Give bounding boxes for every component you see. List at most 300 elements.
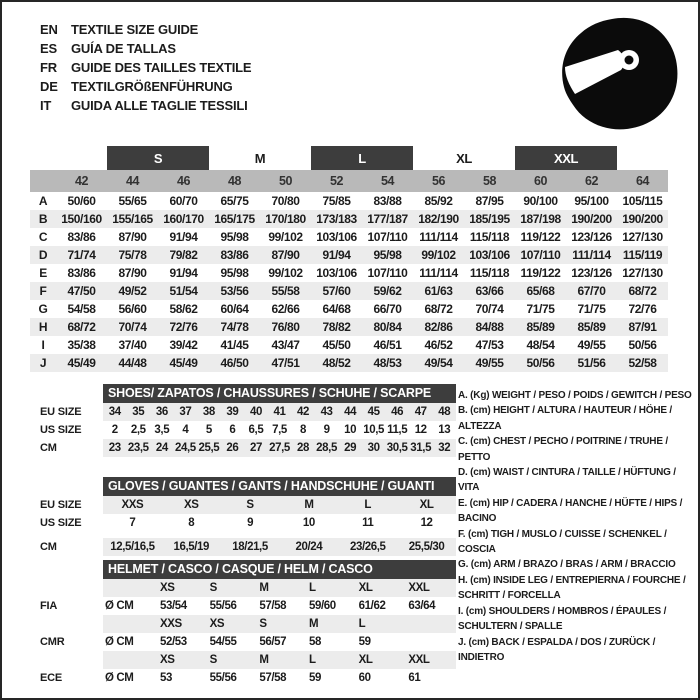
size-cell: 66/70 (373, 302, 402, 316)
helmet-cell: 61/62 (358, 600, 386, 612)
table-row-i (30, 336, 668, 354)
measure-letter: E (39, 266, 47, 280)
gloves-cell: 25,5/30 (408, 541, 445, 553)
size-cell: 37/40 (118, 338, 147, 352)
helmet-cell: 57/58 (259, 672, 287, 684)
size-cell: 75/85 (322, 194, 351, 208)
size-cell: 50/60 (67, 194, 96, 208)
shoes-cell: 38 (202, 406, 215, 418)
language-label: GUIDE DES TAILLES TEXTILE (71, 60, 252, 75)
shoes-cell: 48 (438, 406, 451, 418)
size-cell: 103/106 (316, 266, 357, 280)
table-row-h (30, 318, 668, 336)
gloves-title: GLOVES / GUANTES / GANTS / HANDSCHUHE / GUANTI (103, 477, 456, 496)
gloves-cell: S (246, 499, 254, 511)
shoes-cell: 26 (226, 442, 239, 454)
language-label: GUIDA ALLE TAGLIE TESSILI (71, 98, 248, 113)
table-row-f (30, 282, 668, 300)
size-group-xxl: XXL (515, 146, 617, 170)
size-cell: 103/106 (469, 248, 510, 262)
size-cell: 107/110 (367, 230, 408, 244)
shoes-size-table (40, 384, 456, 457)
shoes-cell: 3,5 (154, 424, 170, 436)
helmet-cells (103, 579, 456, 597)
helmet-cell: L (309, 582, 316, 594)
size-cell: 72/76 (628, 302, 657, 316)
size-cell: 185/195 (469, 212, 510, 226)
size-group-header-row (30, 146, 668, 170)
gloves-row-label: EU SIZE (40, 499, 82, 511)
size-cell: 46/51 (373, 338, 402, 352)
legend-item: F. (cm) TIGH / MUSLO / CUISSE / SCHENKEL / COSCIA (458, 528, 667, 556)
shoes-cell: 27,5 (269, 442, 290, 454)
legend-item: A. (Kg) WEIGHT / PESO / POIDS / GEWITCH / PESO (458, 390, 692, 401)
helmet-row-cmr (40, 633, 456, 651)
size-cell: 50/56 (526, 356, 555, 370)
size-cell: 85/92 (424, 194, 453, 208)
helmet-standard-label: ECE (40, 672, 63, 684)
footwear-accessory-tables (40, 384, 456, 687)
helmet-cell: XS (160, 582, 175, 594)
size-cell: 56/60 (118, 302, 147, 316)
shoes-row-label: CM (40, 442, 57, 454)
table-row-a (30, 192, 668, 210)
size-cell: 150/160 (61, 212, 102, 226)
size-cell: 68/72 (424, 302, 453, 316)
gloves-cell: 18/21,5 (232, 541, 268, 553)
helmet-cell: L (358, 618, 366, 630)
size-cell: 90/100 (523, 194, 558, 208)
shoes-cell: 34 (108, 406, 121, 418)
table-row-g (30, 300, 668, 318)
size-cell: 83/88 (373, 194, 402, 208)
shoes-row (40, 403, 456, 421)
helmet-cells (103, 651, 456, 669)
size-cell: 48/54 (526, 338, 555, 352)
language-row-es (40, 39, 251, 58)
size-cell: 60/64 (220, 302, 249, 316)
helmet-unit-cell: Ø CM (105, 672, 134, 684)
helmet-cell: S (259, 618, 267, 630)
gloves-row (40, 496, 456, 514)
size-cell: 123/126 (571, 266, 612, 280)
size-cell: 60/70 (169, 194, 198, 208)
size-cell: 78/82 (322, 320, 351, 334)
size-cell: 83/86 (220, 248, 249, 262)
size-cell: 123/126 (571, 230, 612, 244)
helmet-row (40, 651, 456, 669)
size-cell: 95/98 (220, 266, 249, 280)
shoes-cell: 24 (155, 442, 168, 454)
size-column-label: 60 (533, 174, 548, 188)
helmet-cell: 59 (309, 672, 321, 684)
helmet-cell: 61 (408, 672, 421, 684)
size-cell: 68/72 (67, 320, 96, 334)
size-cell: 127/130 (622, 266, 663, 280)
shoes-cell: 30 (367, 442, 380, 454)
size-cell: 82/86 (424, 320, 453, 334)
size-cell: 65/68 (526, 284, 555, 298)
size-cell: 85/89 (577, 320, 606, 334)
helmet-cell: S (209, 582, 217, 594)
helmet-cell: M (259, 582, 269, 594)
size-group-xl: XL (456, 150, 472, 166)
size-cell: 59/62 (373, 284, 402, 298)
legend-item: G. (cm) ARM / BRAZO / BRAS / ARM / BRACCIO (458, 559, 676, 571)
gloves-cell: 9 (247, 517, 254, 529)
helmet-size-table (40, 560, 456, 687)
gloves-cell: 16,5/19 (173, 541, 210, 553)
size-cell: 91/94 (169, 266, 198, 280)
gloves-cell: 20/24 (295, 541, 323, 553)
size-cell: 80/84 (373, 320, 402, 334)
size-cell: 111/114 (419, 266, 458, 280)
size-group-m: M (254, 150, 266, 166)
size-cell: 83/86 (67, 230, 96, 244)
shoes-cell: 29 (344, 442, 357, 454)
helmet-cells (103, 669, 456, 687)
shoes-cell: 23 (108, 442, 121, 454)
helmet-cell: XXL (408, 654, 430, 666)
shoes-cell: 8 (300, 424, 307, 436)
gloves-cells (103, 538, 456, 556)
legend-item: C. (cm) CHEST / PECHO / POITRINE / TRUHE / PETTO (458, 436, 668, 463)
shoes-cell: 36 (155, 406, 168, 418)
size-cell: 49/55 (475, 356, 504, 370)
table-row-d (30, 246, 668, 264)
helmet-cell: 56/57 (259, 636, 287, 648)
size-cell: 119/122 (520, 266, 561, 280)
helmet-cell: 60 (358, 672, 371, 684)
helmet-row-fia (40, 597, 456, 615)
shoes-cells (103, 439, 456, 457)
size-cell: 52/58 (628, 356, 657, 370)
size-cell: 72/76 (169, 320, 198, 334)
size-cell: 45/49 (67, 356, 96, 370)
size-cell: 51/56 (577, 356, 606, 370)
table-row-c (30, 228, 668, 246)
shoes-cell: 25,5 (198, 442, 220, 454)
shoes-cell: 41 (273, 406, 286, 418)
helmet-row-ece (40, 669, 456, 687)
gloves-row-label: US SIZE (40, 517, 82, 529)
helmet-cell: 63/64 (408, 600, 436, 612)
racing-helmet-icon (550, 12, 692, 136)
gloves-row (40, 538, 456, 556)
size-cell: 170/180 (265, 212, 306, 226)
size-cell: 103/106 (316, 230, 357, 244)
legend-item: B. (cm) HEIGHT / ALTURA / HAUTEUR / HÖHE / ALTEZZA (458, 405, 673, 432)
size-cell: 87/90 (118, 230, 147, 244)
size-cell: 165/175 (214, 212, 255, 226)
gloves-size-table (40, 477, 456, 556)
gloves-cell: M (304, 499, 314, 511)
table-row-j (30, 354, 668, 372)
size-cell: 99/102 (268, 230, 303, 244)
table-row-b (30, 210, 668, 228)
helmet-cell: 52/53 (160, 636, 187, 648)
helmet-cell: XS (160, 654, 175, 666)
shoes-cell: 43 (320, 406, 333, 418)
shoes-cells (103, 421, 456, 439)
size-cell: 48/53 (373, 356, 402, 370)
measure-letter: C (38, 230, 48, 244)
measure-letter: B (38, 212, 48, 226)
helmet-cell: L (309, 654, 316, 666)
shoes-cell: 39 (226, 406, 239, 418)
helmet-standard-label: FIA (40, 600, 58, 612)
size-cell: 62/66 (271, 302, 300, 316)
shoes-cell: 4 (182, 424, 189, 436)
size-cell: 84/88 (475, 320, 504, 334)
helmet-cell: 55/56 (209, 600, 237, 612)
helmet-cell: XXL (408, 582, 430, 594)
measure-letter: F (39, 284, 47, 298)
size-cell: 45/50 (322, 338, 351, 352)
shoes-cell: 40 (249, 406, 262, 418)
gloves-cell: L (364, 499, 372, 511)
shoes-row (40, 439, 456, 457)
helmet-cell: 53 (160, 672, 172, 684)
size-cell: 99/102 (421, 248, 456, 262)
size-cell: 91/94 (169, 230, 198, 244)
spacer (40, 477, 103, 496)
gloves-cell: XL (419, 499, 434, 511)
legend-item: E. (cm) HIP / CADERA / HANCHE / HÜFTE / HIPS / BACINO (458, 497, 683, 525)
size-cell: 105/115 (622, 194, 663, 208)
size-cell: 74/78 (220, 320, 249, 334)
size-cell: 85/89 (526, 320, 555, 334)
helmet-unit-cell: Ø CM (105, 636, 134, 648)
size-cell: 127/130 (622, 230, 663, 244)
helmet-cell: 59 (358, 636, 371, 648)
size-cell: 95/98 (373, 248, 402, 262)
size-cell: 119/122 (520, 230, 561, 244)
helmet-cell: 55/56 (209, 672, 237, 684)
size-cell: 41/45 (220, 338, 249, 352)
shoes-cell: 12 (414, 424, 427, 436)
legend-item: J. (cm) BACK / ESPALDA / DOS / ZURÜCK / INDIETRO (458, 636, 656, 663)
shoes-cell: 45 (367, 406, 380, 418)
shoes-cell: 6 (229, 424, 236, 436)
helmet-cell: XL (358, 582, 373, 594)
shoes-cell: 24,5 (174, 442, 196, 454)
helmet-cell: S (209, 654, 217, 666)
helmet-cell: XXS (160, 618, 182, 630)
size-cell: 68/72 (628, 284, 657, 298)
size-cell: 107/110 (520, 248, 561, 262)
shoes-cell: 46 (391, 406, 404, 418)
gloves-cells (103, 514, 456, 532)
shoes-header-row (40, 384, 456, 403)
language-label: TEXTILE SIZE GUIDE (71, 22, 199, 37)
spacer (40, 384, 103, 403)
size-cell: 35/38 (67, 338, 96, 352)
measure-letter: A (38, 194, 48, 208)
size-cell: 95/98 (220, 230, 249, 244)
size-cell: 177/187 (367, 212, 408, 226)
size-cell: 187/198 (520, 212, 561, 226)
gloves-cell: XS (183, 499, 199, 511)
size-column-label: 50 (278, 174, 293, 188)
language-code: ES (40, 41, 57, 56)
size-column-label: 56 (431, 174, 446, 188)
shoes-cell: 10 (344, 424, 357, 436)
size-column-label: 42 (74, 174, 89, 188)
table-row-e (30, 264, 668, 282)
size-cell: 70/74 (118, 320, 147, 334)
size-cell: 67/70 (577, 284, 606, 298)
size-cell: 115/118 (469, 266, 510, 280)
measure-letter: D (38, 248, 48, 262)
size-cell: 47/51 (271, 356, 300, 370)
measure-letter: J (39, 356, 47, 370)
size-cell: 58/62 (169, 302, 198, 316)
size-cell: 54/58 (67, 302, 96, 316)
size-cell: 51/54 (169, 284, 198, 298)
shoes-cell: 27 (249, 442, 262, 454)
measure-letter: H (38, 320, 48, 334)
size-column-label: 48 (227, 174, 242, 188)
measure-letter: G (38, 302, 48, 316)
gloves-cell: 12 (420, 517, 433, 529)
shoes-cell: 37 (179, 406, 192, 418)
size-column-label: 52 (329, 174, 344, 188)
gloves-cell: 12,5/16,5 (110, 541, 155, 553)
language-code: IT (40, 98, 52, 113)
size-cell: 57/60 (322, 284, 351, 298)
measure-letter: I (41, 338, 45, 352)
shoes-cell: 5 (205, 424, 212, 436)
gloves-header-row (40, 477, 456, 496)
shoes-cell: 28,5 (316, 442, 337, 454)
legend-item: H. (cm) INSIDE LEG / ENTREPIERNA / FOURCHE / SCHRITT / FORCELLA (458, 574, 686, 602)
size-cell: 87/90 (118, 266, 147, 280)
size-cell: 111/114 (419, 230, 458, 244)
helmet-cell: 58 (309, 636, 321, 648)
shoes-cell: 10,5 (363, 424, 385, 436)
helmet-row (40, 579, 456, 597)
size-column-label: 44 (125, 174, 140, 188)
helmet-cell: 54/55 (209, 636, 237, 648)
shoes-cell: 2 (111, 424, 118, 436)
language-label: TEXTILGRÖßENFÜHRUNG (71, 79, 233, 94)
size-column-label: 58 (482, 174, 497, 188)
language-row-de (40, 77, 251, 96)
size-cell: 53/56 (220, 284, 249, 298)
size-cell: 70/80 (271, 194, 300, 208)
size-cell: 76/80 (271, 320, 300, 334)
shoes-cell: 9 (323, 424, 330, 436)
size-cell: 111/114 (572, 248, 611, 262)
size-cell: 65/75 (220, 194, 249, 208)
size-cell: 87/95 (475, 194, 504, 208)
shoes-row-label: US SIZE (40, 424, 82, 436)
size-cell: 46/50 (220, 356, 249, 370)
size-cell: 63/66 (475, 284, 504, 298)
size-cell: 43/47 (271, 338, 300, 352)
size-cell: 47/50 (67, 284, 96, 298)
size-cell: 50/56 (628, 338, 657, 352)
shoes-cells (103, 403, 456, 421)
size-cell: 49/52 (118, 284, 147, 298)
size-cell: 55/65 (118, 194, 147, 208)
gloves-cells (103, 496, 456, 514)
helmet-cell: 57/58 (259, 600, 287, 612)
size-cell: 115/118 (469, 230, 510, 244)
shoes-cell: 42 (297, 406, 310, 418)
language-code: EN (40, 22, 58, 37)
size-cell: 64/68 (322, 302, 351, 316)
helmet-cell: M (309, 618, 319, 630)
shoes-cell: 2,5 (130, 424, 146, 436)
size-cell: 115/119 (622, 248, 663, 262)
size-cell: 87/91 (628, 320, 657, 334)
size-cell: 190/200 (622, 212, 663, 226)
size-cell: 190/200 (571, 212, 612, 226)
gloves-cell: XXS (121, 499, 144, 511)
spacer (40, 560, 103, 579)
language-label: GUÍA DE TALLAS (71, 41, 176, 56)
shoes-cell: 44 (344, 406, 357, 418)
size-cell: 95/100 (574, 194, 609, 208)
gloves-cell: 23/26,5 (349, 541, 386, 553)
gloves-cell: 10 (302, 517, 315, 529)
shoes-cell: 32 (438, 442, 451, 454)
helmet-cell: XL (358, 654, 373, 666)
size-cell: 44/48 (118, 356, 147, 370)
shoes-cell: 35 (132, 406, 145, 418)
size-cell: 71/74 (67, 248, 96, 262)
helmet-cells (103, 597, 456, 615)
size-cell: 45/49 (169, 356, 198, 370)
shoes-row (40, 421, 456, 439)
helmet-header-row (40, 560, 456, 579)
shoes-cell: 13 (438, 424, 451, 436)
shoes-cell: 28 (297, 442, 310, 454)
size-cell: 46/52 (424, 338, 453, 352)
size-cell: 99/102 (268, 266, 303, 280)
helmet-cell: 53/54 (160, 600, 187, 612)
size-group-s: S (107, 146, 209, 170)
size-cell: 79/82 (169, 248, 198, 262)
size-header-row (30, 170, 668, 192)
helmet-cell: XS (209, 618, 225, 630)
shoes-cell: 23,5 (127, 442, 149, 454)
language-code: DE (40, 79, 58, 94)
size-cell: 182/190 (418, 212, 459, 226)
helmet-cell: 59/60 (309, 600, 336, 612)
size-column-label: 62 (584, 174, 599, 188)
shoes-cell: 30,5 (386, 442, 408, 454)
helmet-cells (103, 633, 456, 651)
size-group-l: L (311, 146, 413, 170)
size-column-label: 64 (635, 174, 650, 188)
size-column-label: 46 (176, 174, 191, 188)
size-cell: 39/42 (169, 338, 198, 352)
size-cell: 55/58 (271, 284, 300, 298)
size-cell: 155/165 (112, 212, 153, 226)
size-cell: 91/94 (322, 248, 351, 262)
size-cell: 87/90 (271, 248, 300, 262)
textile-size-table (30, 146, 668, 372)
language-code: FR (40, 60, 57, 75)
gloves-row (40, 514, 456, 532)
helmet-standard-label: CMR (40, 636, 65, 648)
size-cell: 75/78 (118, 248, 147, 262)
size-column-label: 54 (380, 174, 395, 188)
size-cell: 71/75 (577, 302, 606, 316)
